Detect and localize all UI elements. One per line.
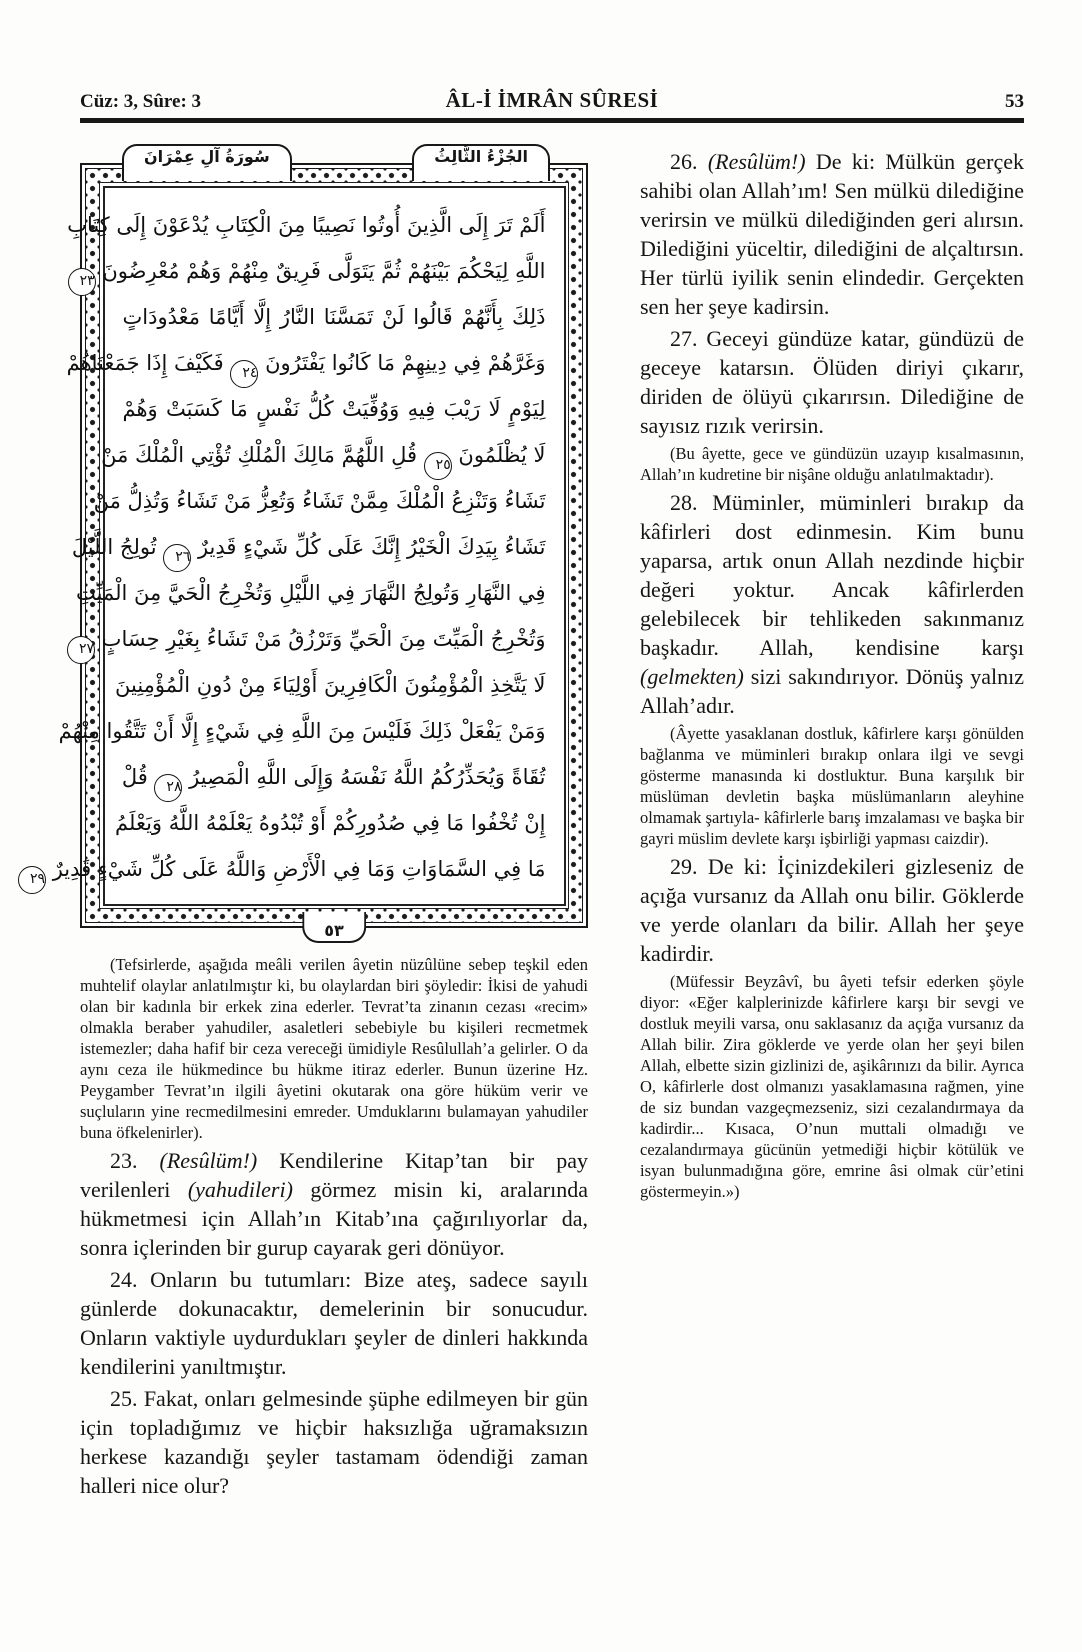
quran-text: لِيَوْمٍ لَا رَيْبَ فِيهِ وَوُفِّيَتْ كُلُّ نَفْسٍ مَا كَسَبَتْ وَهُمْ: [122, 396, 546, 421]
left-column: [29, 143, 589, 1503]
quran-text: وَمَنْ يَفْعَلْ ذَلِكَ فَلَيْسَ مِنَ اللَّهِ فِي شَيْءٍ إِلَّا أَنْ تَتَّقُوا مِنْهُمْ: [58, 718, 546, 743]
mushaf-outer-frame: [29, 163, 588, 928]
quran-text: وَغَرَّهُمْ فِي دِينِهِمْ مَا كَانُوا يَفْتَرُونَ: [265, 350, 546, 375]
text-run-italic: (Resûlüm!): [707, 149, 806, 174]
ornamental-border: [29, 168, 583, 923]
mushaf-inner-frame: [29, 182, 569, 909]
quran-text: لَا يَتَّخِذِ الْمُؤْمِنُونَ الْكَافِرِينَ أَوْلِيَاءَ مِنْ دُونِ الْمُؤْمِنِينَ: [115, 672, 546, 697]
quran-line: [58, 708, 546, 754]
text-run: sizi sakındırıyor. Dönüş yalnız Allah’adır.: [640, 664, 1024, 718]
text-run: görmez misin ki, aralarında hükmetmesi için Allah’ın Kitab’ına çağırılıyorlar da, sonra içlerinden bir gurup cayarak geri dönüyor.: [80, 1177, 588, 1260]
quran-text: اللَّهِ لِيَحْكُمَ بَيْنَهُمْ ثُمَّ يَتَوَلَّى فَرِيقٌ مِنْهُمْ وَهُمْ مُعْرِضُونَ: [102, 258, 546, 283]
text-run: 25. Fakat, onları gelmesinde şüphe edilmeyen bir gün için topladığımız ve hiçbir haksızlığa uğramaksızın herkese kazandığı şeyler tastamam ödendiği zaman halleri nice olur?: [80, 1386, 588, 1498]
ayah-number-24: ٢٤: [230, 360, 258, 388]
quran-text: إِنْ تُخْفُوا مَا فِي صُدُورِكُمْ أَوْ تُبْدُوهُ يَعْلَمْهُ اللَّهُ وَيَعْلَمُ: [115, 810, 546, 835]
text-run-italic: (yahudileri): [187, 1177, 293, 1202]
commentary-note-verse-29: [640, 971, 1024, 1202]
text-run: (Tefsirlerde, aşağıda meâli verilen âyetin nüzûlüne sebep teşkil eden muhtelif olaylar anlatılmıştır ki, bu olaylardan biri şöyledir: İkisi de yahudi olan bir kadınla bir erkek zina ederler. Tevrat’ta zinanın cezası «recim» olmakla beraber yahudiler, asaletleri sebebiyle bu kişileri recmetmek istemezler; daha hafif bir ceza vereceği ümidiyle Resûlullah’a gelirler. O da aynı ceza ile hükmedince bu hükme itiraz ederler. Bunun üzerine Hz. Peygamber Tevrat’ın ilgili âyetini okutarak ona göre hüküm verir ve suçluların yine recmedilmesini emreder. Umduklarını bulamayan yahudiler buna öfkelenirler).: [80, 955, 588, 1142]
commentary-note-verse-23: [80, 954, 588, 1143]
text-run-italic: (Resûlüm!): [159, 1148, 258, 1173]
quran-line: [66, 340, 546, 386]
juz-cartouche-label: الجُزْءُ الثَّالِثُ: [434, 147, 528, 166]
text-run-italic: (gelmekten): [640, 664, 744, 689]
quran-text: فَكَيْفَ إِذَا جَمَعْنَاهُمْ: [66, 350, 224, 375]
quran-line: [93, 478, 546, 524]
mushaf-page-number-tab: [302, 912, 366, 943]
page-number: 53: [1005, 91, 1024, 112]
verse-26-translation: [640, 147, 1024, 321]
quran-line: [78, 616, 546, 662]
quran-line: [123, 386, 546, 432]
text-run: 23.: [110, 1148, 160, 1173]
two-column-body: [29, 143, 1025, 1503]
quran-text: قُلْ: [121, 764, 148, 789]
quran-text: قُلِ اللَّهُمَّ مَالِكَ الْمُلْكِ تُؤْتِي الْمُلْكَ مَنْ: [101, 442, 418, 467]
text-run: 28. Müminler, müminleri bırakıp da kâfirleri dost edinmesin. Kim bunu yaparsa, artık onun Allah nezdinde hiçbir değeri yoktur. Ancak kâfirlerden gelebilecek bir tehlikeden sakınmanız başkadır. Allah, kendisine karşı: [640, 490, 1024, 660]
quran-text: ذَلِكَ بِأَنَّهُمْ قَالُوا لَنْ تَمَسَّنَا النَّارُ إِلَّا أَيَّامًا مَعْدُودَاتٍ: [122, 304, 546, 329]
commentary-note-verse-27: [640, 443, 1024, 485]
quran-line: [115, 800, 546, 846]
quran-line: [76, 570, 546, 616]
quran-text: فِي النَّهَارِ وَتُولِجُ النَّهَارَ فِي اللَّيْلِ وَتُخْرِجُ الْحَيَّ مِنَ الْمَيِّتِ: [76, 580, 546, 605]
quran-page-facsimile: [29, 147, 588, 940]
juz-sure-label: Cüz: 3, Sûre: 3: [80, 91, 202, 112]
quran-line: [101, 432, 546, 478]
commentary-note-verse-28: [640, 723, 1024, 849]
quran-line: [115, 662, 546, 708]
quran-line: [123, 754, 546, 800]
text-run: De ki: Mülkün gerçek sahibi olan Allah’ım! Sen mülkü dilediğine verirsin ve mülkü dilediğinden geri alırsın. Dilediğini yüceltir, dilediğini de alçaltırsın. Her türlü iyilik senin elindedir. Gerçekten sen her şeye kadirsin.: [640, 149, 1025, 319]
quran-text: تُقَاةً وَيُحَذِّرُكُمُ اللَّهُ نَفْسَهُ وَإِلَى اللَّهِ الْمَصِيرُ: [189, 764, 546, 789]
verse-28-translation: [640, 488, 1024, 720]
quran-line: [79, 248, 546, 294]
ayah-number-26: ٢٦: [163, 544, 191, 572]
quran-line: [29, 846, 546, 892]
juz-cartouche: [412, 144, 550, 181]
quran-text: أَلَمْ تَرَ إِلَى الَّذِينَ أُوتُوا نَصِيبًا مِنَ الْكِتَابِ يُدْعَوْنَ إِلَى كِتَابِ: [67, 212, 546, 237]
quran-text: تَشَاءُ بِيَدِكَ الْخَيْرُ إِنَّكَ عَلَى كُلِّ شَيْءٍ قَدِيرٌ: [197, 534, 546, 559]
text-run: (Müfessir Beyzâvî, bu âyeti tefsir ederken şöyle diyor: «Eğer kalplerinizde kâfirlere karşı bir sevgi ve dostluk meyili varsa, onu saklasanız da açığa vursanız da Allah bilir. Zira göklerde ve yerde olan her şeyi bilen Allah, elbette sizin gizlinizi de, aşikârınızı da bilir. Ayrıca O, kâfirlerle dost olmanızı yasaklamasına rağmen, yine de siz bundan vazgeçmezseniz, sizi cezalandırmaya da kadirdir... Kısaca, O’nun muttali olmadığı ve cezalandırmaya gücünün yetmediği hiçbir kötülük ve isyan bulunmadığına göre, emrine âsi olmak cür’etini göstermeyin.»): [640, 972, 1024, 1201]
quran-text: تَشَاءُ وَتَنْزِعُ الْمُلْكَ مِمَّنْ تَشَاءُ وَتُعِزُّ مَنْ تَشَاءُ وَتُذِلُّ مَنْ: [93, 488, 546, 513]
quran-line: [67, 202, 546, 248]
header-rule: [80, 118, 1024, 123]
ayah-number-29: ٢٩: [18, 866, 46, 894]
quran-text: لَا يُظْلَمُونَ: [458, 442, 546, 467]
quran-text: وَتُخْرِجُ الْمَيِّتَ مِنَ الْحَيِّ وَتَرْزُقُ مَنْ تَشَاءُ بِغَيْرِ حِسَابٍ: [101, 626, 546, 651]
ayah-number-23: ٢٣: [68, 268, 96, 296]
ayah-number-25: ٢٥: [424, 452, 452, 480]
text-run: Kendilerine Kitap’tan bir pay verilenleri: [80, 1148, 589, 1202]
mushaf-page-number: ٥٣: [324, 921, 344, 940]
surah-cartouche: [122, 144, 292, 181]
text-run: 26.: [670, 149, 708, 174]
verse-25-translation: [80, 1384, 588, 1500]
ayah-number-27: ٢٧: [67, 636, 95, 664]
ayah-number-28: ٢٨: [154, 774, 182, 802]
text-run: 27. Geceyi gündüze katar, gündüzü de geceye katarsın. Ölüden diriyi çıkarır, diriden de ölüyü çıkarırsın. Dilediğine de sayısız rızık verirsin.: [640, 326, 1024, 438]
quran-text: مَا فِي السَّمَاوَاتِ وَمَا فِي الْأَرْضِ وَاللَّهُ عَلَى كُلِّ شَيْءٍ قَدِيرٌ: [52, 856, 546, 881]
verse-23-translation: [80, 1146, 588, 1262]
quran-text: تُولِجُ اللَّيْلَ: [71, 534, 157, 559]
text-run: 29. De ki: İçinizdekileri gizleseniz de açığa vursanız da Allah onu bilir. Göklerde ve yerde olanları da bilir. Allah her şeye kadirdir.: [640, 854, 1024, 966]
quran-line: [71, 524, 546, 570]
mushaf-text-area: [29, 186, 566, 906]
running-head: [80, 88, 1024, 113]
text-run: (Bu âyette, gece ve gündüzün uzayıp kısalmasının, Allah’ın kudretine bir nişâne olduğu anlatılmaktadır).: [640, 444, 1024, 484]
verse-27-translation: [640, 324, 1024, 440]
page-title: ÂL-İ İMRÂN SÛRESİ: [445, 88, 659, 112]
surah-cartouche-label: سُورَةُ آلِ عِمْرَانَ: [144, 147, 270, 166]
right-column: [640, 143, 1024, 1205]
quran-line: [123, 294, 546, 340]
text-run: 24. Onların bu tutumları: Bize ateş, sadece sayılı günlerde dokunacaktır, demelerinin bir sonucudur. Onların vaktiyle uydurdukları şeyler de dinleri hakkında kendilerini yanıltmıştır.: [80, 1267, 588, 1379]
text-run: (Âyette yasaklanan dostluk, kâfirlere karşı gönülden bağlanma ve müminleri bırakıp onlara ilgi ve sevgi gösterme manasında ki dostluktur. Buna karşılık bir müslüman devletin başka müslümanların aleyhine olmamak şartıyla- kâfirlerle barış imzalaması ve başka bir gayri müslim devlete karşı işbirliği yapması caizdir).: [640, 724, 1024, 848]
verse-24-translation: [80, 1265, 588, 1381]
verse-29-translation: [640, 852, 1024, 968]
